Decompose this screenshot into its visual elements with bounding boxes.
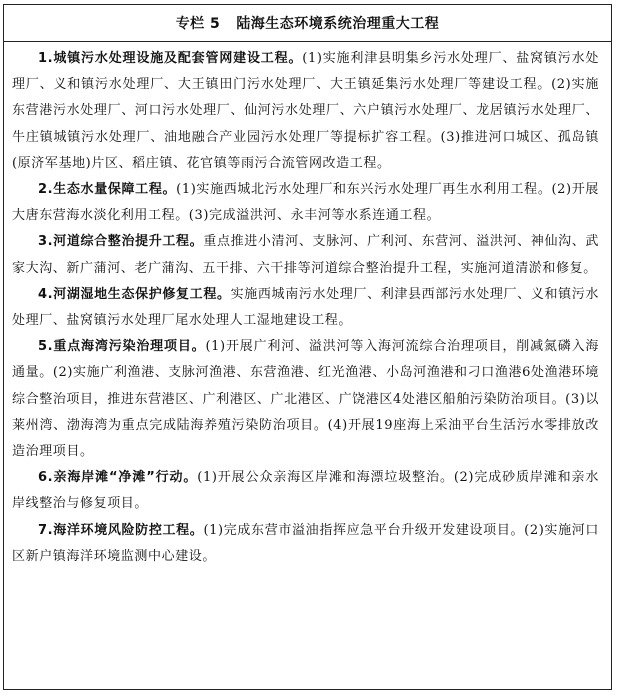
project-item-heading: 1.城镇污水处理设施及配套管网建设工程。 [38,51,303,66]
column-tag: 专栏 5 [175,16,221,32]
project-item-heading: 4.河湖湿地生态保护修复工程。 [38,286,231,302]
project-item-text: 实施西城南污水处理厂、利津县西部污水处理厂、义和镇污水处理厂、盐窝镇污水处理厂尾水处理人工湿地建设工程。 [12,286,600,329]
project-item-text: (1)完成东营市溢油指挥应急平台升级开发建设项目。(2)实施河口区新户镇海洋环境监测中心建设。 [12,522,599,564]
project-item-heading: 5.重点海湾污染治理项目。 [38,339,206,355]
project-item-text: (1)实施西城北污水处理厂和东兴污水处理厂再生水利用工程。(2)开展大唐东营海水淡化利用工程。(3)完成溢洪河、永丰河等水系连通工程。 [12,182,600,224]
column-content [4,42,611,570]
project-item-5 [12,334,599,465]
project-item-text: 重点推进小清河、支脉河、广利河、东营河、溢洪河、神仙沟、武家大沟、新广蒲河、老广蒲沟、五干排、六干排等河道综合整治提升工程，实施河道清淤和修复。 [12,234,599,276]
project-item-4 [12,282,599,334]
project-item-7 [12,518,599,570]
project-item-3 [12,229,599,281]
project-item-1 [12,46,599,177]
column-title-bar [4,5,611,42]
project-item-heading: 2.生态水量保障工程。 [38,182,177,198]
project-item-2 [12,177,599,229]
project-item-text: (1)实施利津县明集乡污水处理厂、盐窝镇污水处理厂、义和镇污水处理厂、大王镇田门污水处理厂、大王镇延集污水处理厂等建设工程。(2)实施东营港污水处理厂、河口污水处理厂、仙河污水处理厂、六户镇污水处理厂、龙居镇污水处理厂、牛庄镇城镇污水处理厂、油地融合产业园污水处理厂等提标扩容工程。(3)推进河口城区、孤岛镇(原济军基地)片区、稻庄镇、花官镇等雨污合流管网改造工程。 [12,51,600,171]
project-item-heading: 6.亲海岸滩“净滩”行动。 [38,470,198,486]
project-item-6 [12,465,599,517]
project-item-heading: 3.河道综合整治提升工程。 [38,234,204,250]
project-item-text: (1)开展公众亲海区岸滩和海漂垃圾整治。(2)完成砂质岸滩和亲水岸线整治与修复项目。 [12,470,600,512]
project-item-text: (1)开展广利河、溢洪河等入海河流综合治理项目，削减氮磷入海通量。(2)实施广利渔港、支脉河渔港、东营渔港、红光渔港、小岛河渔港和刁口渔港6处渔港环境综合整治项目，推进东营港区、广利港区、广北港区、广饶港区4处港区船舶污染防治项目。(3)以莱州湾、渤海湾为重点完成陆海养殖污染防治项目。(4)开展19座海上采油平台生活污水零排放改造治理项目。 [12,339,599,460]
column-title: 陆海生态环境系统治理重大工程 [236,16,440,32]
project-item-heading: 7.海洋环境风险防控工程。 [38,522,204,538]
project-column-box [3,4,612,690]
